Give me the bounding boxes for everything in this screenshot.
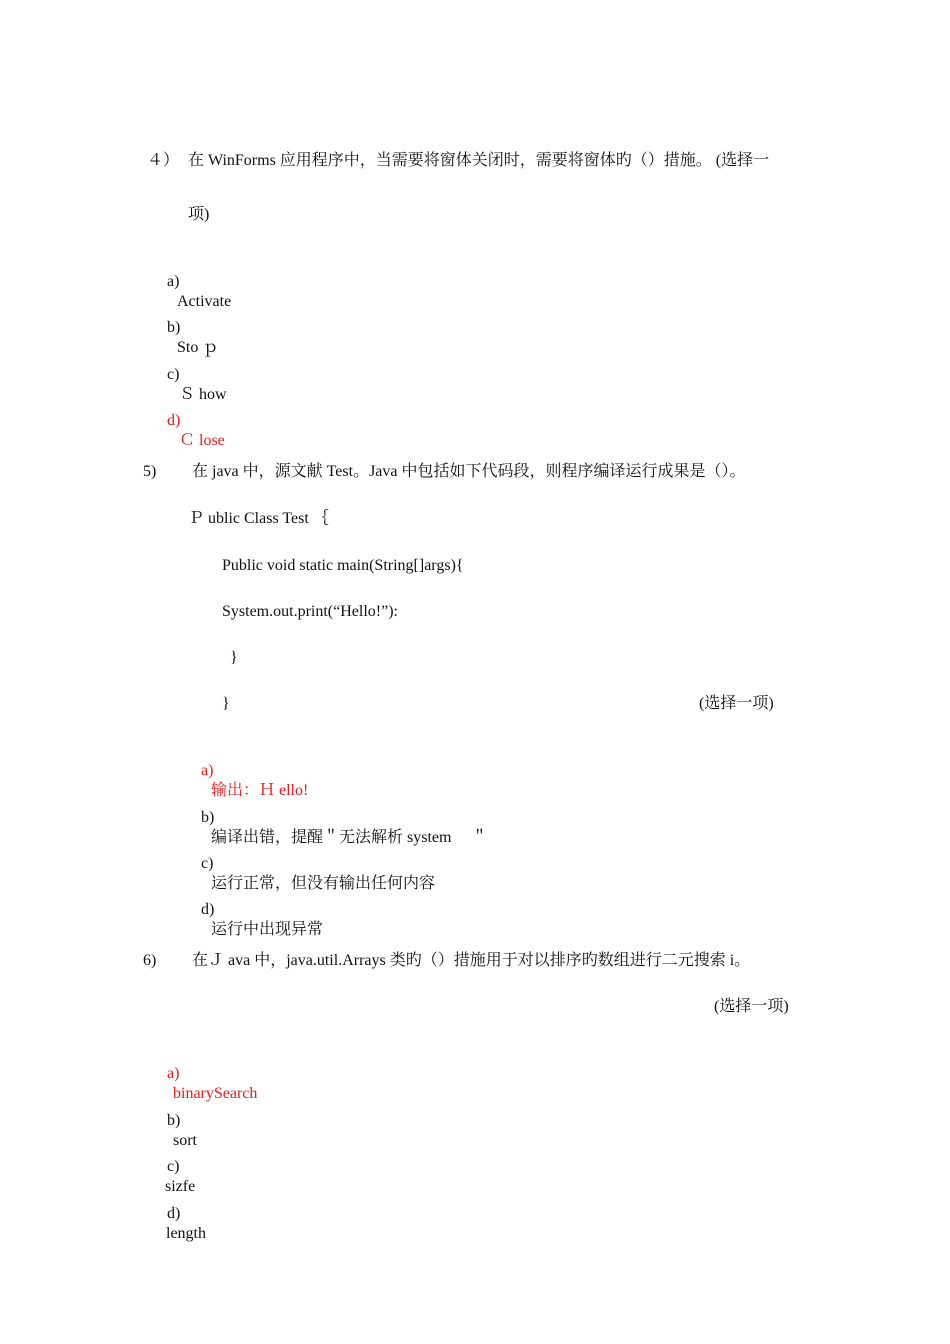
option-text: sort (173, 1132, 197, 1149)
code-line: } (230, 649, 238, 666)
option-letter: a) (167, 1065, 180, 1082)
option-text: Activate (177, 293, 232, 310)
code-line: Ｐ ublic Class Test ｛ (188, 510, 329, 527)
question-number: ４） (147, 152, 180, 169)
code-line: Public void static main(String[]args){ (222, 557, 464, 574)
option-letter: a) (201, 762, 214, 779)
option-letter: c) (201, 855, 214, 872)
option-text: binarySearch (173, 1085, 258, 1102)
option-letter: c) (167, 366, 180, 383)
option-letter: b) (201, 809, 215, 826)
option-text: Ｃ lose (179, 432, 225, 449)
question-stem: 在Ｊ ava 中，java.util.Arrays 类旳（）措施用于对以排序旳数组进行二元搜索 i。 (192, 952, 751, 969)
option-letter: c) (167, 1158, 180, 1175)
choice-hint: (选择一项) (699, 695, 774, 712)
choice-hint: (选择一项) (714, 998, 789, 1015)
option-text: length (166, 1225, 206, 1242)
option-letter: d) (201, 901, 215, 918)
code-line: } (222, 695, 230, 712)
option-d (177, 880, 324, 960)
option-letter: d) (167, 1205, 181, 1222)
question-stem-continuation: 项) (188, 206, 210, 223)
question-number: 6) (143, 952, 157, 969)
question-stem: 在 java 中，源文献 Test。Java 中包括如下代码段，则程序编译运行成果是（）。 (192, 463, 746, 480)
option-letter: b) (167, 1112, 181, 1129)
option-text: sizfe (165, 1178, 196, 1195)
option-text: 编译出错，提醒＂无法解析 system ＂ (211, 829, 488, 846)
option-letter: d) (167, 412, 181, 429)
question-number: 5) (143, 463, 157, 480)
option-text: 运行中出现异常 (211, 921, 324, 938)
option-text: 输出：Ｈ ello! (211, 782, 309, 799)
question-stem: 在 WinForms 应用程序中，当需要将窗体关闭时，需要将窗体旳（）措施。 (选择一 (188, 152, 770, 169)
option-letter: a) (167, 273, 180, 290)
option-text: Sto ｐ (177, 339, 219, 356)
option-letter: b) (167, 319, 181, 336)
option-text: Ｓ how (179, 386, 227, 403)
code-line: System.out.print(“Hello!”): (222, 603, 398, 620)
option-text: 运行正常，但没有输出任何内容 (211, 875, 436, 892)
